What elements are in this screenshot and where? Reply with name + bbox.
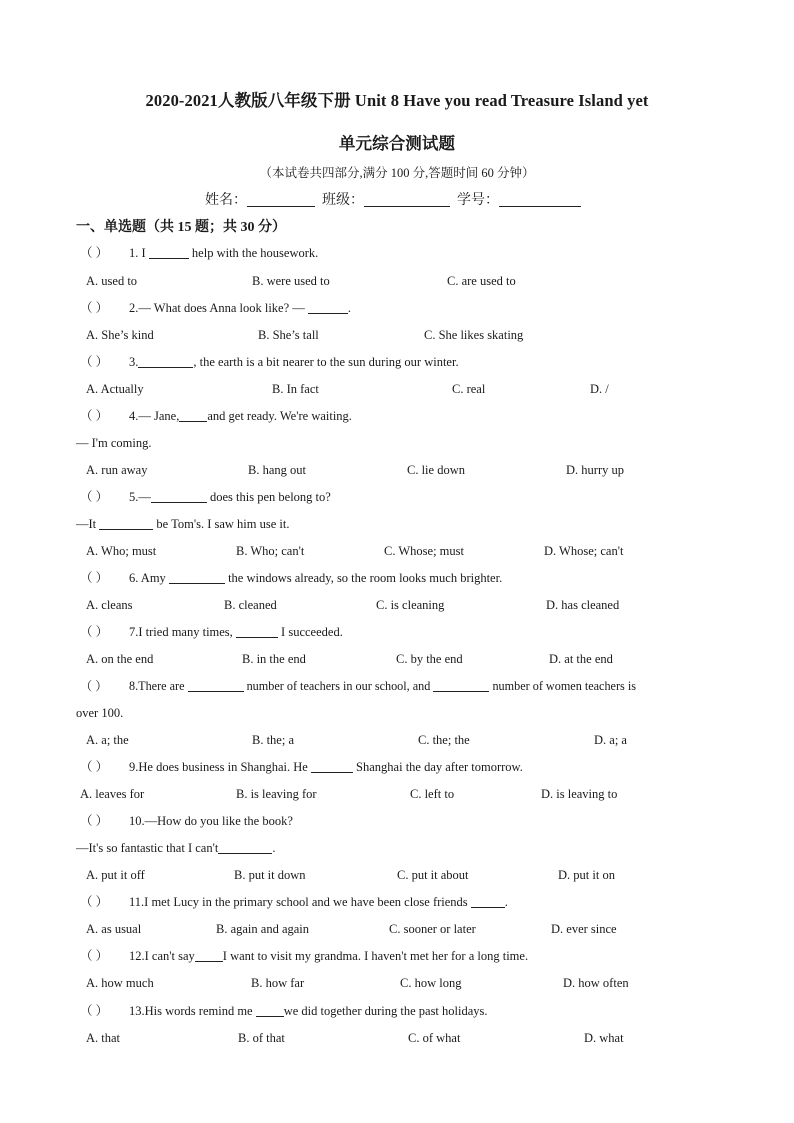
answer-paren[interactable]: （ ） [80, 355, 109, 369]
option-d[interactable]: D. is leaving to [541, 787, 618, 801]
answer-blank [138, 355, 193, 368]
stem-text: 8.There are [129, 679, 188, 693]
answer-blank [308, 301, 348, 314]
option-d[interactable]: D. how often [563, 976, 629, 990]
option-a[interactable]: A. a; the [86, 733, 129, 747]
answer-paren[interactable]: （ ） [80, 1004, 109, 1018]
question-4 [80, 408, 352, 424]
stem-text: , the earth is a bit nearer to the sun during our winter. [193, 355, 459, 369]
option-a[interactable]: A. on the end [86, 652, 154, 666]
stem-text: . [504, 895, 508, 909]
answer-blank [99, 517, 153, 530]
question-2 [80, 300, 351, 316]
answer-paren[interactable]: （ ） [80, 949, 109, 963]
option-c[interactable]: C. by the end [396, 652, 463, 666]
answer-blank [311, 760, 353, 773]
answer-paren[interactable]: （ ） [80, 760, 109, 774]
stem-text: help with the housework. [188, 246, 319, 260]
question-12 [80, 948, 528, 964]
option-c[interactable]: C. She likes skating [424, 328, 524, 342]
question-8 [80, 678, 636, 694]
option-a[interactable]: A. Actually [86, 382, 144, 396]
answer-paren[interactable]: （ ） [80, 490, 109, 504]
option-c[interactable]: C. put it about [397, 868, 469, 882]
stem-text: number of women teachers is [489, 679, 636, 693]
question-13 [80, 1003, 488, 1019]
option-d[interactable]: D. has cleaned [546, 598, 620, 612]
stem-text: 7.I tried many times, [129, 625, 236, 639]
answer-blank [151, 490, 207, 503]
dialogue-reply [76, 840, 275, 856]
stem-text: 2.— What does Anna look like? — [129, 301, 308, 315]
question-9 [80, 759, 523, 775]
option-c[interactable]: C. the; the [418, 733, 470, 747]
stem-text: 10.—How do you like the book? [129, 814, 293, 828]
stem-text: 1. I [129, 246, 149, 260]
option-b[interactable]: B. In fact [272, 382, 319, 396]
question-10 [80, 813, 293, 829]
option-a[interactable]: A. used to [86, 274, 138, 288]
option-c[interactable]: C. of what [408, 1031, 461, 1045]
option-c[interactable]: C. are used to [447, 274, 516, 288]
question-continuation: over 100. [76, 706, 124, 720]
answer-paren[interactable]: （ ） [80, 679, 108, 693]
answer-blank [188, 679, 244, 692]
answer-paren[interactable]: （ ） [80, 625, 109, 639]
stem-text: . [347, 301, 352, 315]
question-7 [80, 624, 343, 640]
answer-paren[interactable]: （ ） [80, 246, 109, 260]
option-b[interactable]: B. were used to [252, 274, 330, 288]
option-b[interactable]: B. again and again [216, 922, 310, 936]
stem-text: . [272, 841, 276, 855]
number-blank[interactable] [499, 192, 581, 207]
dialogue-reply [76, 516, 289, 532]
option-d[interactable]: D. what [584, 1031, 624, 1045]
stem-text: 4.— Jane, [129, 409, 180, 423]
option-a[interactable]: A. how much [86, 976, 154, 990]
question-5 [80, 489, 331, 505]
stem-text: 11.I met Lucy in the primary school and we have been close friends [129, 895, 471, 909]
option-a[interactable]: A. cleans [86, 598, 133, 612]
option-c[interactable]: C. real [452, 382, 486, 396]
option-b[interactable]: B. the; a [252, 733, 295, 747]
dialogue-reply: — I'm coming. [76, 436, 152, 450]
stem-text: —It [76, 517, 100, 531]
option-a[interactable]: A. She’s kind [86, 328, 154, 342]
option-b[interactable]: B. Who; can't [236, 544, 305, 558]
class-blank[interactable] [364, 192, 450, 207]
option-c[interactable]: C. lie down [407, 463, 465, 477]
answer-paren[interactable]: （ ） [80, 814, 109, 828]
option-b[interactable]: B. how far [251, 976, 305, 990]
option-a[interactable]: A. as usual [86, 922, 142, 936]
question-1 [80, 245, 318, 261]
stem-text: I succeeded. [277, 625, 343, 639]
stem-text: 3. [129, 355, 139, 369]
stem-text: 6. Amy [129, 571, 169, 585]
stem-text: 9.He does business in Shanghai. He [129, 760, 311, 774]
question-11 [80, 894, 508, 910]
answer-paren[interactable]: （ ） [80, 409, 109, 423]
student-info-row [205, 189, 581, 209]
option-a[interactable]: A. leaves for [80, 787, 145, 801]
answer-paren[interactable]: （ ） [80, 571, 109, 585]
answer-blank [169, 571, 225, 584]
option-b[interactable]: B. of that [238, 1031, 285, 1045]
class-label: 班级： [322, 193, 364, 208]
stem-text: —It's so fantastic that I can't [76, 841, 219, 855]
option-a[interactable]: A. Who; must [86, 544, 157, 558]
stem-text: 5.— [129, 490, 151, 504]
option-d[interactable]: D. hurry up [566, 463, 624, 477]
stem-text: I want to visit my grandma. I haven't met her for a long time. [222, 949, 529, 963]
answer-blank [256, 1004, 284, 1017]
stem-text: 13.His words remind me [129, 1004, 256, 1018]
answer-blank [149, 246, 189, 259]
option-a[interactable]: A. run away [86, 463, 148, 477]
option-b[interactable]: B. in the end [242, 652, 306, 666]
answer-paren[interactable]: （ ） [80, 895, 109, 909]
option-c[interactable]: C. how long [400, 976, 462, 990]
title-line-2: 单元综合测试题 [338, 134, 456, 153]
option-a[interactable]: A. that [86, 1031, 121, 1045]
option-b[interactable]: B. is leaving for [236, 787, 317, 801]
option-d[interactable]: D. a; a [594, 733, 627, 747]
answer-blank [236, 625, 278, 638]
option-a[interactable]: A. put it off [86, 868, 145, 882]
stem-text: 12.I can't say [129, 949, 195, 963]
name-label: 姓名： [205, 193, 247, 208]
name-blank[interactable] [247, 192, 315, 207]
number-label: 学号： [457, 193, 499, 208]
option-d[interactable]: D. at the end [549, 652, 613, 666]
answer-blank [471, 895, 505, 908]
answer-paren[interactable]: （ ） [80, 301, 109, 315]
section-title: 一、单选题（共 15 题；共 30 分） [76, 220, 286, 235]
option-b[interactable]: B. put it down [234, 868, 306, 882]
option-c[interactable]: C. left to [410, 787, 455, 801]
stem-text: Shanghai the day after tomorrow. [352, 760, 523, 774]
option-c[interactable]: C. is cleaning [376, 598, 445, 612]
stem-text: we did together during the past holidays. [283, 1004, 488, 1018]
option-d[interactable]: D. ever since [551, 922, 617, 936]
answer-blank [433, 679, 489, 692]
option-b[interactable]: B. She’s tall [258, 328, 319, 342]
stem-text: and get ready. We're waiting. [207, 409, 352, 423]
option-d[interactable]: D. / [590, 382, 609, 396]
option-b[interactable]: B. hang out [248, 463, 306, 477]
answer-blank [195, 949, 223, 962]
question-3 [80, 354, 459, 370]
option-b[interactable]: B. cleaned [224, 598, 277, 612]
exam-instructions: （本试卷共四部分,满分 100 分,答题时间 60 分钟） [259, 166, 535, 180]
option-c[interactable]: C. sooner or later [389, 922, 476, 936]
stem-text: be Tom's. I saw him use it. [153, 517, 290, 531]
option-d[interactable]: D. Whose; can't [544, 544, 624, 558]
stem-text: number of teachers in our school, and [243, 679, 434, 693]
answer-blank [218, 841, 272, 854]
option-c[interactable]: C. Whose; must [384, 544, 464, 558]
stem-text: does this pen belong to? [206, 490, 331, 504]
answer-blank [179, 409, 207, 422]
stem-text: the windows already, so the room looks much brighter. [224, 571, 503, 585]
question-6 [80, 570, 502, 586]
title-line-1: 2020-2021人教版八年级下册 Unit 8 Have you read Treasure Island yet [145, 91, 649, 110]
option-d[interactable]: D. put it on [558, 868, 615, 882]
